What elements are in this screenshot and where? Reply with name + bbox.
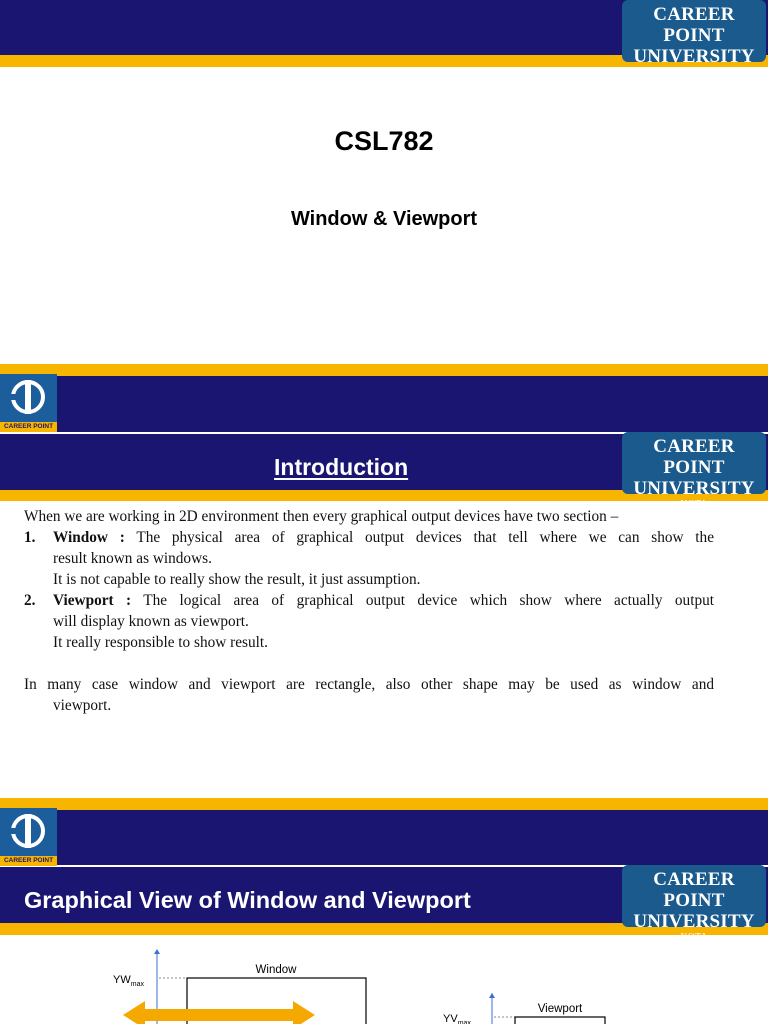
list-number: 2.: [24, 592, 36, 609]
double-arrow-icon: [123, 1001, 315, 1024]
career-point-emblem-icon: [0, 808, 57, 856]
viewport-ymax-label: $YV_{max}$: [443, 1013, 471, 1024]
logo-line1: CAREER POINT: [653, 869, 735, 911]
intro-content: [24, 506, 714, 716]
window-viewport-diagram: [0, 935, 768, 1024]
university-logo: [622, 0, 766, 78]
career-point-badge: [0, 374, 57, 432]
closing-line1: In many case window and viewport are rectangle, also other shape may be used as window and: [24, 676, 714, 693]
viewport-note: It really responsible to show result.: [53, 634, 268, 651]
term-viewport: Viewport :: [53, 592, 132, 609]
viewport-desc-line1: The logical area of graphical output device which show where actually output: [143, 592, 714, 609]
career-point-emblem-icon: [0, 374, 57, 422]
university-logo: [622, 865, 766, 943]
viewport-y-axis-arrowhead: [489, 993, 495, 998]
logo-line3: KOTA: [680, 67, 708, 78]
list-number: 1.: [24, 529, 36, 546]
slide1-footer-band: [0, 376, 768, 432]
slide2-footer-stripe: [0, 798, 768, 810]
closing-line2: viewport.: [53, 697, 112, 714]
viewport-desc-line2: will display known as viewport.: [53, 613, 249, 630]
window-y-axis-arrowhead: [154, 949, 160, 954]
logo-line2: UNIVERSITY: [633, 46, 755, 67]
viewport-label: Viewport: [537, 1003, 583, 1015]
logo-line1: CAREER POINT: [653, 436, 735, 478]
career-point-badge: [0, 808, 57, 866]
university-logo: [622, 432, 766, 510]
logo-line1: CAREER POINT: [653, 4, 735, 46]
logo-line3: KOTA: [680, 499, 708, 510]
list-item-viewport: [24, 590, 714, 611]
viewport-rectangle: [515, 1017, 605, 1024]
term-window: Window :: [53, 529, 125, 546]
logo-line3: KOTA: [680, 932, 708, 943]
logo-line2: UNIVERSITY: [633, 911, 755, 932]
intro-text: When we are working in 2D environment then every graphical output devices have two section –: [24, 508, 619, 525]
slide2-heading: Introduction: [274, 454, 409, 480]
slide3-heading: Graphical View of Window and Viewport: [24, 887, 471, 913]
list-item-window: [24, 527, 714, 548]
badge-label: CAREER POINT: [0, 422, 57, 432]
window-label: Window: [255, 964, 297, 976]
course-code: CSL782: [334, 126, 434, 156]
window-ymax-label: $YW_{max}$: [113, 974, 144, 988]
slide1-footer-stripe: [0, 364, 768, 376]
slide1-subtitle: Window & Viewport: [290, 208, 478, 230]
window-note: It is not capable to really show the result, it just assumption.: [53, 571, 421, 588]
slide2-footer-band: [0, 810, 768, 865]
window-desc-line1: The physical area of graphical output devices that tell where we can show the: [136, 529, 714, 546]
logo-line2: UNIVERSITY: [633, 478, 755, 499]
window-desc-line2: result known as windows.: [53, 550, 212, 567]
badge-label: CAREER POINT: [0, 856, 57, 866]
